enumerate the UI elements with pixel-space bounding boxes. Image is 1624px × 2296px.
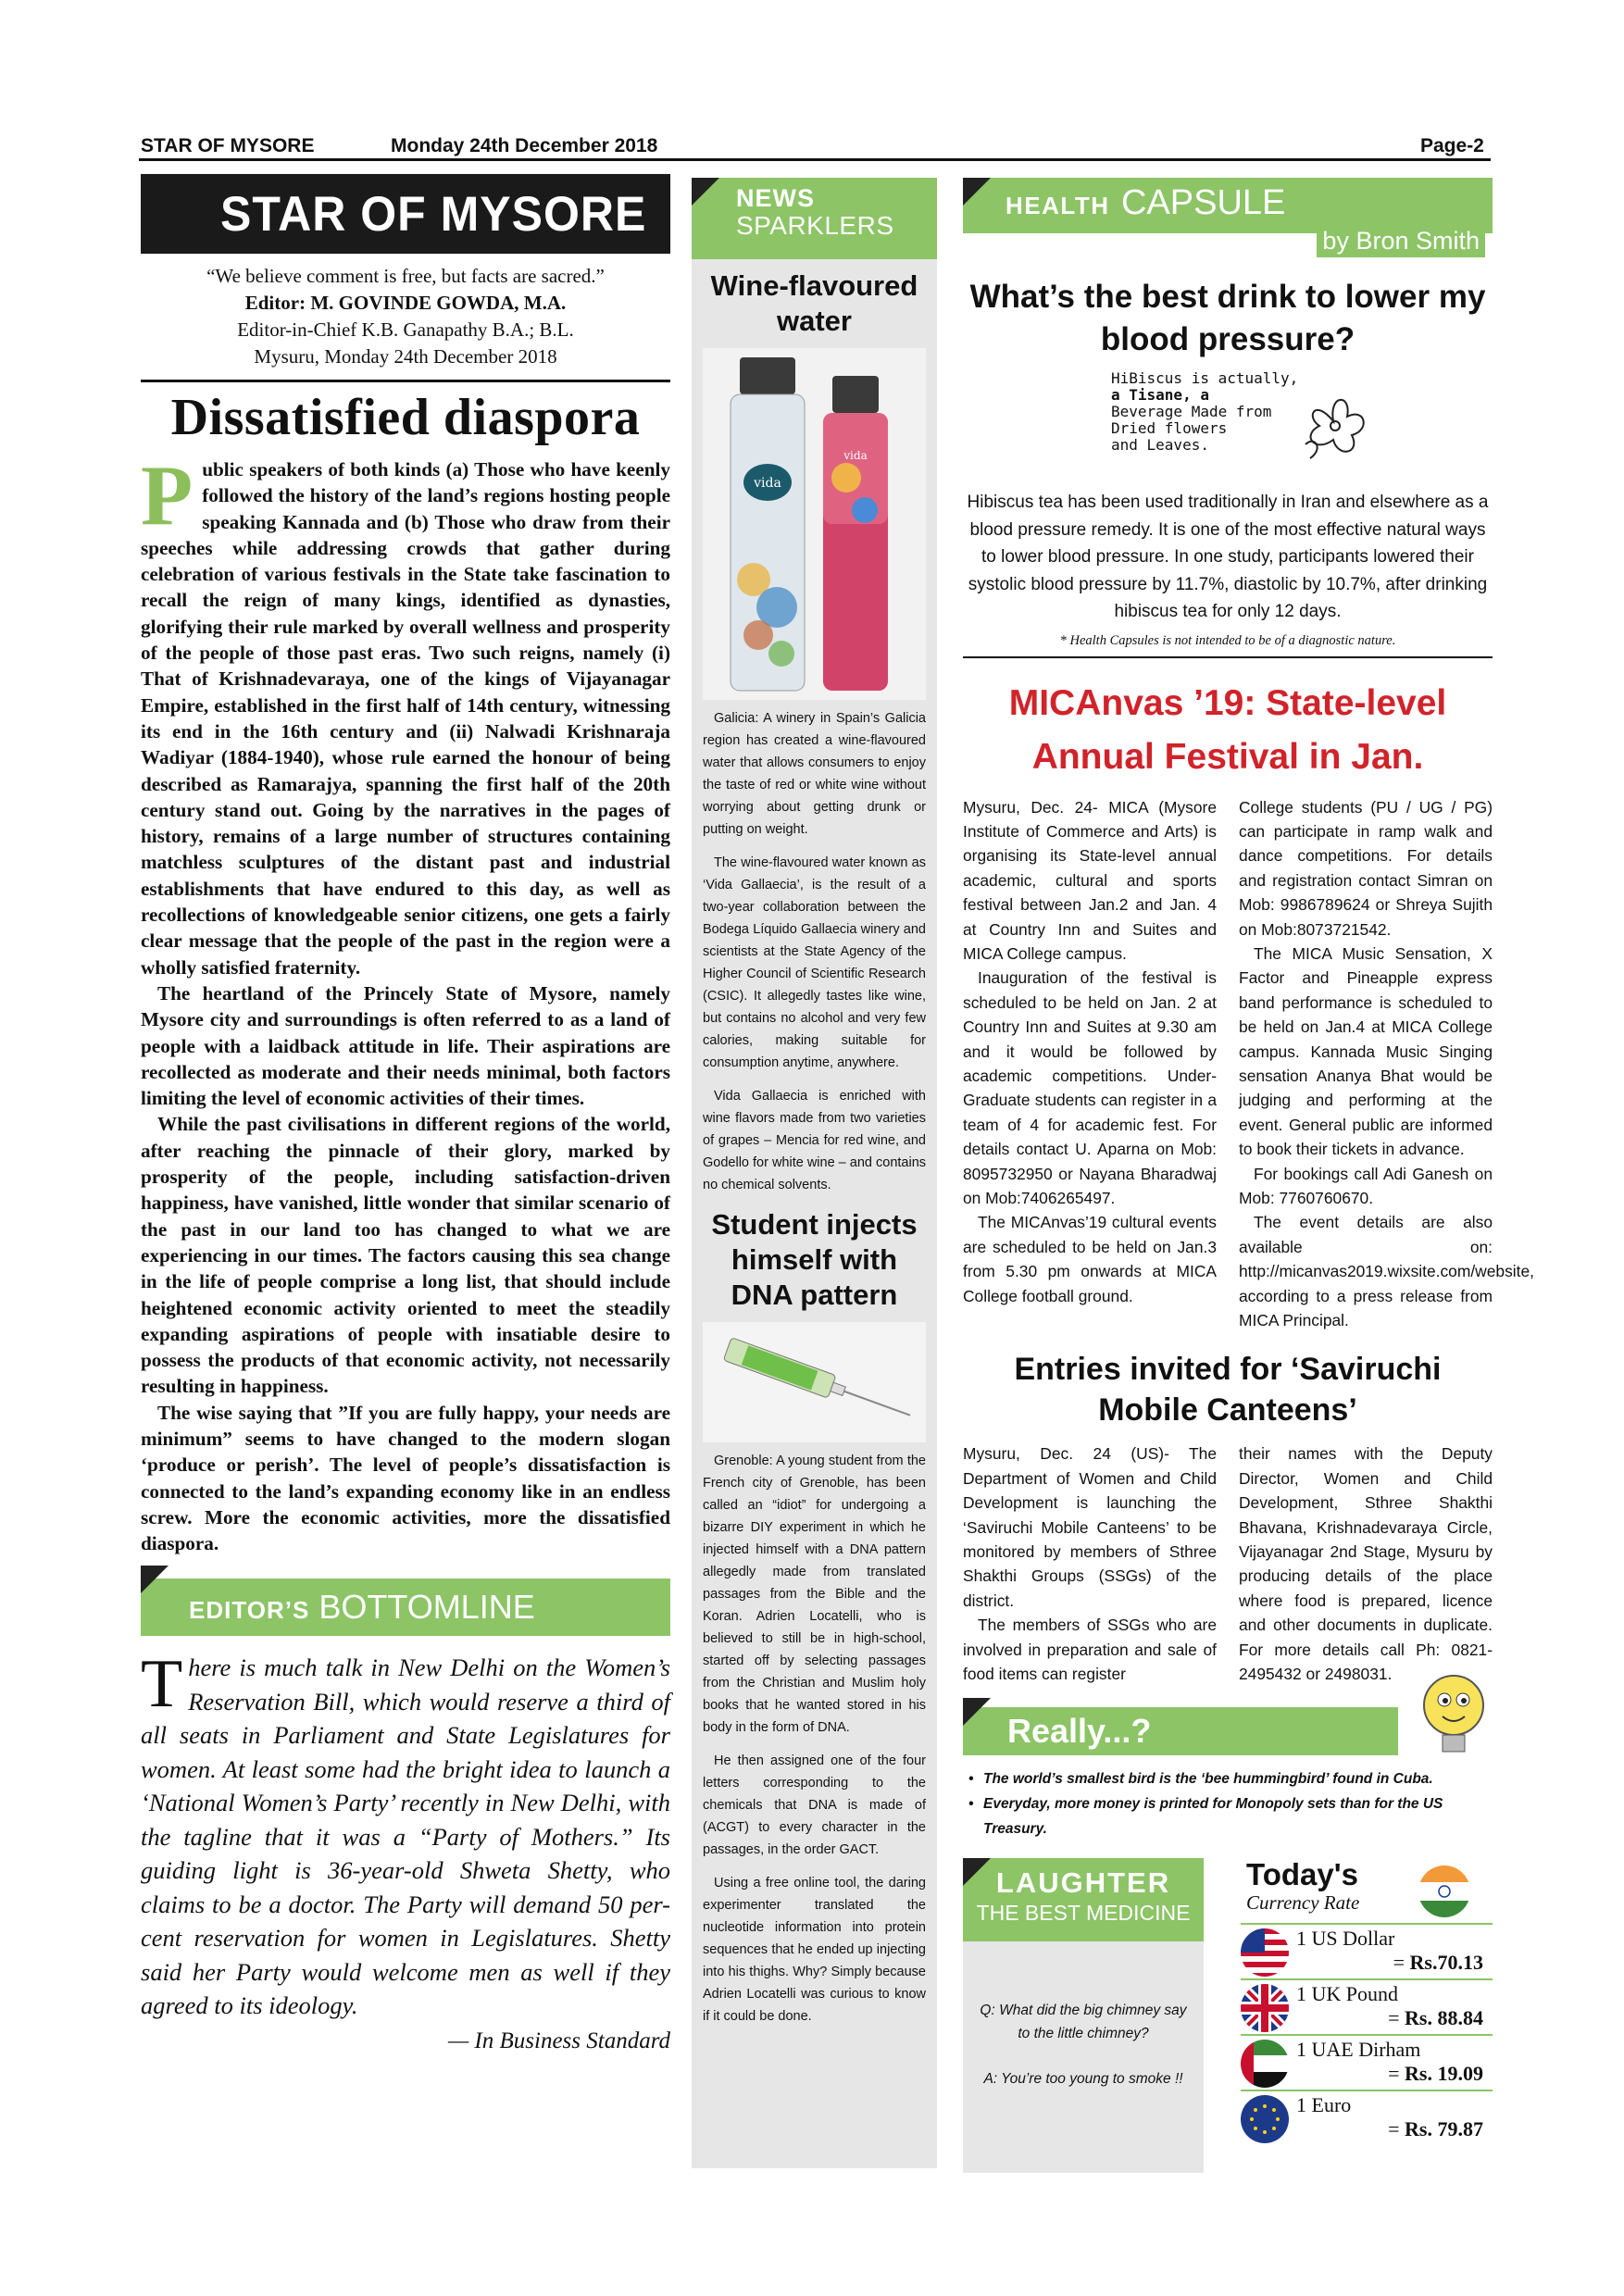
news-sparklers-banner: [692, 178, 937, 259]
divider: [141, 380, 670, 382]
motto: “We believe comment is free, but facts are sacred.”: [206, 265, 605, 287]
bottomline-text: There is much talk in New Delhi on the Women’s Reservation Bill, which would reserve a third of all seats in Parliament and State Legislatures for women. At least some had the bright idea to launch a ‘National Women’s Party’ recently in New Delhi, with the tagline that it was a “Party of Mothers.” Its guiding light is 36-year-old Shweta Shetty, who claims to be a doctor. The Party will demand 50 per-cent reservation for women in Legislatures. Shetty said her Party would welcome men as well if they agreed to its ideology.: [141, 1646, 670, 2020]
really-facts: [963, 1766, 1493, 1841]
editor-line: Editor: M. GOVINDE GOWDA, M.A.: [244, 292, 567, 314]
fact-item: • The world’s smallest bird is the ‘bee hummingbird’ found in Cuba.: [967, 1766, 1493, 1791]
laughter-box: [963, 1858, 1204, 2173]
canteens-article: Mysuru, Dec. 24 (US)- The Department of Women and Child Development is launching the ‘Saviruchi Mobile Canteens’ to be monitored by members of Sthree Shakthi Groups (SSGs) of the district. The members of SSGs who are involved in preparation and sale of food items can register their names with the Deputy Director, Women and Child Development, Sthree Shakthi Bhavana, Krishnadevaraya Circle, Vijayanagar 2nd Stage, Mysuru by producing details of the place where food is prepared, licence and other documents in duplicate. For more details call Ph: 0821-2495432 or 2498031.: [963, 1444, 1493, 1684]
header-date: Monday 24th December 2018: [391, 135, 658, 156]
editorial-paragraph: While the past civilisations in different regions of the world, after reaching the pinnacle of their glory, marked by prosperity of the people, including satisfaction-driven happiness, have vanished, little wonder that similar scenario of the past in our land too has changed to what we are experiencing in our times. The factors causing this sea change in the life of people comprise a long list, that should include heightened economic activity oriented to meet the steadily expanding aspirations of people with insatiable desire to possess the products of that economic activity, not necessarily resulting in happiness.: [141, 1113, 670, 1398]
drop-cap: T: [141, 1646, 183, 1723]
lightbulb-icon: [1417, 1670, 1491, 1763]
health-question: What’s the best drink to lower my blood pressure?: [969, 279, 1486, 357]
health-byline: by Bron Smith: [1317, 224, 1485, 257]
health-disclaimer: * Health Capsules is not intended to be of a diagnostic nature.: [1059, 632, 1396, 648]
chief-editor-line: Editor-in-Chief K.B. Ganapathy B.A.; B.L.: [237, 318, 574, 341]
joke-question: Q: What did the big chimney say to the little chimney?: [980, 2002, 1187, 2041]
wine-headline: Wine-flavoured water: [710, 269, 918, 337]
editorial-paragraph: The heartland of the Princely State of Mysore, namely Mysore city and surroundings is often referred to as a land of people with a laidback attitude in life. Their aspirations are recollected as moderate and their needs minimal, both factors limiting the level of economic activities of their times.: [141, 981, 670, 1110]
header-page-number: Page-2: [1420, 135, 1484, 156]
health-label: HEALTH: [1006, 192, 1110, 219]
joke-answer: A: You’re too young to smoke !!: [983, 2070, 1183, 2087]
right-column: [963, 178, 1534, 2173]
rate-row-gbp: 1 UK Pound = Rs. 88.84: [1241, 1978, 1493, 2034]
hibiscus-flower-icon: [1296, 380, 1370, 463]
dna-article: Grenoble: A young student from the French city of Grenoble, has been called an “idiot” for undergoing a bizarre DIY experiment in which he injected himself with a DNA pattern allegedly made from translated passages from the Bible and the Koran. Adrien Locatelli, who is believed to still be in high-school, started off by selecting passages from the Christian and Muslim holy books that he wanted stored in his body in the form of DNA. He then assigned one of the four letters corresponding to the chemicals that DNA is made of (ACGT) to every character in the passages, in the order GACT. Using a free online tool, the daring experimenter translated the nucleotide information into protein sequences that he ended up injecting into his thighs. Why? Simply because Adrien Locatelli was curious to know if it could be done.: [703, 1454, 926, 2024]
uk-flag-icon: [1241, 1984, 1289, 2032]
syringe-photo: [703, 1322, 926, 1442]
news-label: NEWS: [736, 184, 815, 212]
svg-text:vida: vida: [754, 476, 781, 491]
rate-row-eur: 1 Euro = Rs. 79.87: [1241, 2090, 1493, 2145]
news-sparklers-column: [692, 178, 937, 2168]
eu-flag-icon: [1241, 2095, 1289, 2143]
fact-item: • Everyday, more money is printed for Monopoly sets than for the US Treasury.: [967, 1791, 1493, 1841]
bottomline-label-small: EDITOR’S: [189, 1596, 310, 1625]
editorial-headline: Dissatisfied diaspora: [170, 389, 641, 446]
laughter-banner: LAUGHTER THE BEST MEDICINE: [963, 1858, 1204, 1941]
sparklers-label: SPARKLERS: [736, 211, 894, 240]
header-rule: [139, 158, 1491, 161]
micanvas-headline: MICAnvas ’19: State-level Annual Festival in Jan.: [1008, 682, 1447, 777]
dna-headline: Student injects himself with DNA pattern: [711, 1208, 918, 1311]
bottomline-label-big: BOTTOMLINE: [319, 1588, 535, 1627]
editorial-paragraph: ublic speakers of both kinds (a) Those who have keenly followed the history of the land’s regions hosting people speaking Kannada and (b) Those who draw from their speeches while addressing crowds that gather during celebration of various festivals in the State take fascination to recall the reign of many kings, identified as dynasties, glorifying their rule marked by overall wellness and prosperity of the people of those past eras. Two such reigns, namely (i) That of Krishnadevaraya, one of the kings of Vijayanagar Empire, established in the first half of 14th century, witnessing its end in the 16th century and (ii) Nalwadi Krishnaraja Wadiyar (1884-1940), whose rule earned the honour of being described as Ramarajya, spanning the first half of the 20th century stand out. Going by the narratives in the pages of history, remains of a large number of structures containing matchless sculptures of the distant past and industrial establishments that have endured to this day, as well as recollections of knowledgeable senior citizens, one gets a fairly clear message that the people of the past in the region were a wholly satisfied fraternity.: [141, 458, 670, 979]
rate-title: Today's: [1246, 1856, 1358, 1891]
masthead-logo: STAR OF MYSORE: [141, 174, 670, 254]
uae-flag-icon: [1241, 2040, 1289, 2088]
india-flag-icon: [1417, 1864, 1472, 1919]
rate-row-aed: 1 UAE Dirham = Rs. 19.09: [1241, 2034, 1493, 2090]
svg-text:vida: vida: [843, 449, 868, 462]
canteens-headline: Entries invited for ‘Saviruchi Mobile Canteens’: [1014, 1352, 1442, 1429]
hibiscus-illustration: HiBiscus is actually, a Tisane, a Beverage Made from Dried flowers and Leaves.: [1111, 370, 1493, 480]
us-flag-icon: [1241, 1928, 1289, 1977]
health-text: Hibiscus tea has been used traditionally in Iran and elsewhere as a blood pressure remedy. It is one of the most effective natural ways to lower blood pressure. In one study, participants lowered their systolic blood pressure by 11.7%, diastolic by 10.7%, after drinking hibiscus tea for only 12 days.: [967, 493, 1489, 621]
drop-cap: P: [141, 448, 194, 543]
divider: [963, 656, 1493, 658]
wine-bottles-photo: [703, 348, 926, 700]
editorial-column: [141, 176, 670, 2054]
bottomline-banner: [141, 1578, 670, 1636]
rate-subtitle: Currency Rate: [1246, 1890, 1360, 1914]
editorial-body: [141, 448, 670, 1556]
editorial-paragraph: The wise saying that ”If you are fully happy, your needs are minimum” seems to have changed to the modern slogan ‘produce or perish’. The level of people’s dissatisfaction is connected to the land’s expanding economy like in an endless screw. More the economic activities, more the dissatisfied diaspora.: [141, 1401, 670, 1555]
masthead-info: [141, 263, 670, 370]
health-capsule-banner: [963, 178, 1493, 255]
rate-row-usd: 1 US Dollar = Rs.70.13: [1241, 1923, 1493, 1978]
micanvas-article: Mysuru, Dec. 24- MICA (Mysore Institute of Commerce and Arts) is organising its State-level annual academic, cultural and sports festival between Jan.2 and Jan. 4 at Country Inn and Suites and MICA College campus. Inauguration of the festival is scheduled to be held on Jan. 2 at Country Inn and Suites at 9.30 am and it would be followed by academic competitions. Under-Graduate students can register in a team of 4 for academic fest. For details contact U. Aparna on Mob: 8095732950 or Nayana Bharadwaj on Mob:7406265497. The MICAnvas’19 cultural events are scheduled to be held on Jan.3 from 5.30 pm onwards at MICA College football ground. College students (PU / UG / PG) can participate in ramp walk and dance competitions. For details and registration contact Simran on Mob: 9986789624 or Shreya Sujith on Mob:8073721542. The MICA Music Sensation, X Factor and Pineapple express band performance is scheduled to be held on Jan.4 at MICA College campus. Kannada Music Singing sensation Ananya Bhat would be judging and performing at the event. General public are informed to book their tickets in advance. For bookings call Adi Ganesh on Mob: 7760760670. The event details are also available on: http://micanvas2019.wixsite.com/website, according to a press release from MICA Principal.: [963, 797, 1534, 1330]
capsule-label: CAPSULE: [1120, 183, 1286, 222]
really-banner: Really...?: [963, 1707, 1398, 1755]
wine-article: Galicia: A winery in Spain’s Galicia region has created a wine-flavoured water that allows consumers to enjoy the taste of red or white wine without worrying about getting drunk or putting on weight. The wine-flavoured water known as ‘Vida Gallaecia’, is the result of a two-year collaboration between the Bodega Líquido Gallaecia winery and scientists at the State Agency of the Higher Council of Scientific Research (CSIC). It allegedly tastes like wine, but contains no alcohol and very few calories, making suitable for consumption anytime, anywhere. Vida Gallaecia is enriched with wine flavors made from two varieties of grapes – Mencia for red wine, and Godello for white wine – and contains no chemical solvents.: [703, 711, 927, 1192]
header-paper-name: STAR OF MYSORE: [141, 135, 315, 156]
dateline: Mysuru, Monday 24th December 2018: [254, 345, 557, 368]
currency-rate-box: [1241, 1858, 1493, 2173]
bottomline-credit: — In Business Standard: [447, 2028, 670, 2053]
